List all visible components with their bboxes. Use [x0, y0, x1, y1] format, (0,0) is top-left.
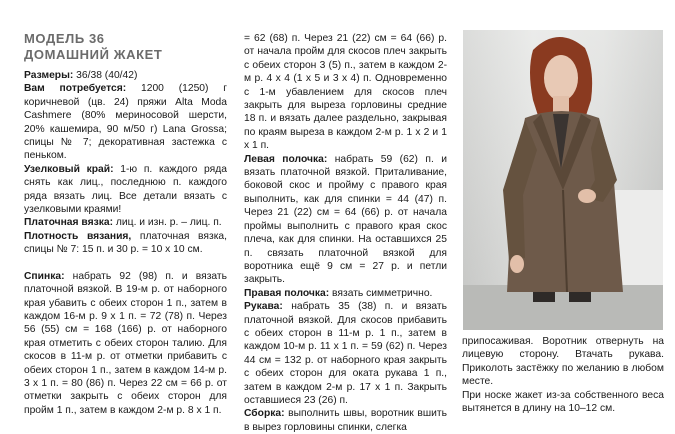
garter-label: Платочная вязка: — [24, 217, 114, 229]
column-2 — [244, 32, 447, 434]
materials-paragraph — [24, 82, 227, 162]
sizes-paragraph — [24, 69, 227, 82]
woman-in-coat-illustration — [463, 30, 663, 330]
sleeves-text: набрать 35 (38) п. и вязать платочной вязкой. Для скосов прибавить с обеих сторон в 11-м р. 1 п., затем в каждом 10-м р. 11 х 1 п. = 59 (62) п. Через 44 см = 132 р. от наборного края закрыть с обеих сторон для оката рукава 1 п., затем в каждом 2-м р. 17 х 1 п. Закрыть оставшиеся 23 (26) п. — [244, 301, 447, 406]
back-paragraph — [24, 270, 227, 417]
back-label: Спинка: — [24, 270, 65, 282]
density-label: Плотность вязания, — [24, 230, 132, 242]
assembly-label: Сборка: — [244, 408, 285, 420]
density-text: платочная вязка, спицы № 7: 15 п. и 30 р. = 10 х 10 см. — [24, 230, 228, 256]
garter-paragraph — [24, 216, 227, 229]
right-front-label: Правая полочка: — [244, 287, 330, 299]
materials-label: Вам потребуется: — [24, 83, 127, 95]
left-front-text: набрать 59 (62) п. и вязать платочной вязкой. Приталивание, боковой скос и пройму с правого края выполнить, как для спинки = 44 (47) п. Через 21 (22) см = 64 (66) р. от начала проймы выполнить с правого края скос плеча, как для спинки. На оставшихся 25 п. связать платочной вязкой для воротника ещё 9 см = 27 р. и петли закрыть. — [244, 153, 447, 286]
back-continued: = 62 (68) п. Через 21 (22) см = 64 (66) р. от начала пройм для скосов плеч закрыть с обеих сторон 3 (5) п., затем в каждом 2-м р. 4 х 4 (1 х 5 и 3 х 4) п. Одновременно с 1-м убавлением для скосов плеч закрыть для выреза горловины средние 18 п. и вязать далее раздельно, закрывая по краям выреза в каждом 2-м р. 1 х 2 и 1 х 1 п. — [244, 33, 447, 152]
edge-paragraph — [24, 163, 227, 217]
sleeves-paragraph — [244, 300, 447, 407]
assembly-continued: припосаживая. Воротник отвернуть на лицевую сторону. Втачать рукава. Приколоть застёжку по желанию в любом месте. — [462, 336, 664, 388]
materials-text: 1200 (1250) г коричневой (цв. 24) пряжи Alta Moda Cashmere (80% мериносовой шерсти, 20% кашемира, 90 м/50 г) Lana Grossa; спицы № 7; декоративная застежка с пеньком. — [24, 83, 227, 162]
model-title: ДОМАШНИЙ ЖАКЕТ — [24, 47, 163, 62]
sizes-label: Размеры: — [24, 70, 74, 81]
edge-text: 1-ю п. каждого ряда снять как лиц., последнюю п. каждого ряда вязать лиц. Все детали вязать с узелковыми краями! — [24, 163, 227, 216]
column-1 — [24, 31, 227, 417]
model-number: МОДЕЛЬ 36 — [24, 31, 105, 46]
model-photo — [463, 30, 663, 330]
garter-text: лиц. и изн. р. – лиц. п. — [113, 217, 222, 229]
right-front-paragraph — [244, 287, 447, 300]
density-paragraph — [24, 230, 227, 257]
left-front-label: Левая полочка: — [244, 153, 328, 165]
column-3 — [462, 335, 664, 415]
assembly-text: выполнить швы, воротник вшить в вырез горловины спинки, слегка — [244, 408, 447, 433]
left-front-paragraph — [244, 153, 447, 287]
back-text: набрать 92 (98) п. и вязать платочной вязкой. В 19-м р. от наборного края убавить с обеих сторон 1 п., затем в каждом 16-м р. 9 х 1 п. = 72 (78) п. Через 56 (55) см = 168 (166) р. от наборного края отметить с обеих сторон талию. Для скосов в 11-м р. от отметки прибавить с обеих сторон 1 п., затем в каждом 14-м р. 3 х 1 п. = 80 (86) п. Через 22 см = 66 р. от отметки закрыть с обеих сторон для пройм 1 п., затем в каждом 2-м р. 8 х 1 п. — [24, 270, 227, 416]
wear-note: При носке жакет из-за собственного веса вытянется в длину на 10–12 см. — [462, 389, 664, 415]
sizes-text: 36/38 (40/42) — [73, 70, 138, 81]
assembly-paragraph — [244, 407, 447, 434]
sleeves-label: Рукава: — [244, 301, 283, 313]
edge-label: Узелковый край: — [24, 163, 114, 175]
right-front-text: вязать симметрично. — [329, 287, 433, 299]
